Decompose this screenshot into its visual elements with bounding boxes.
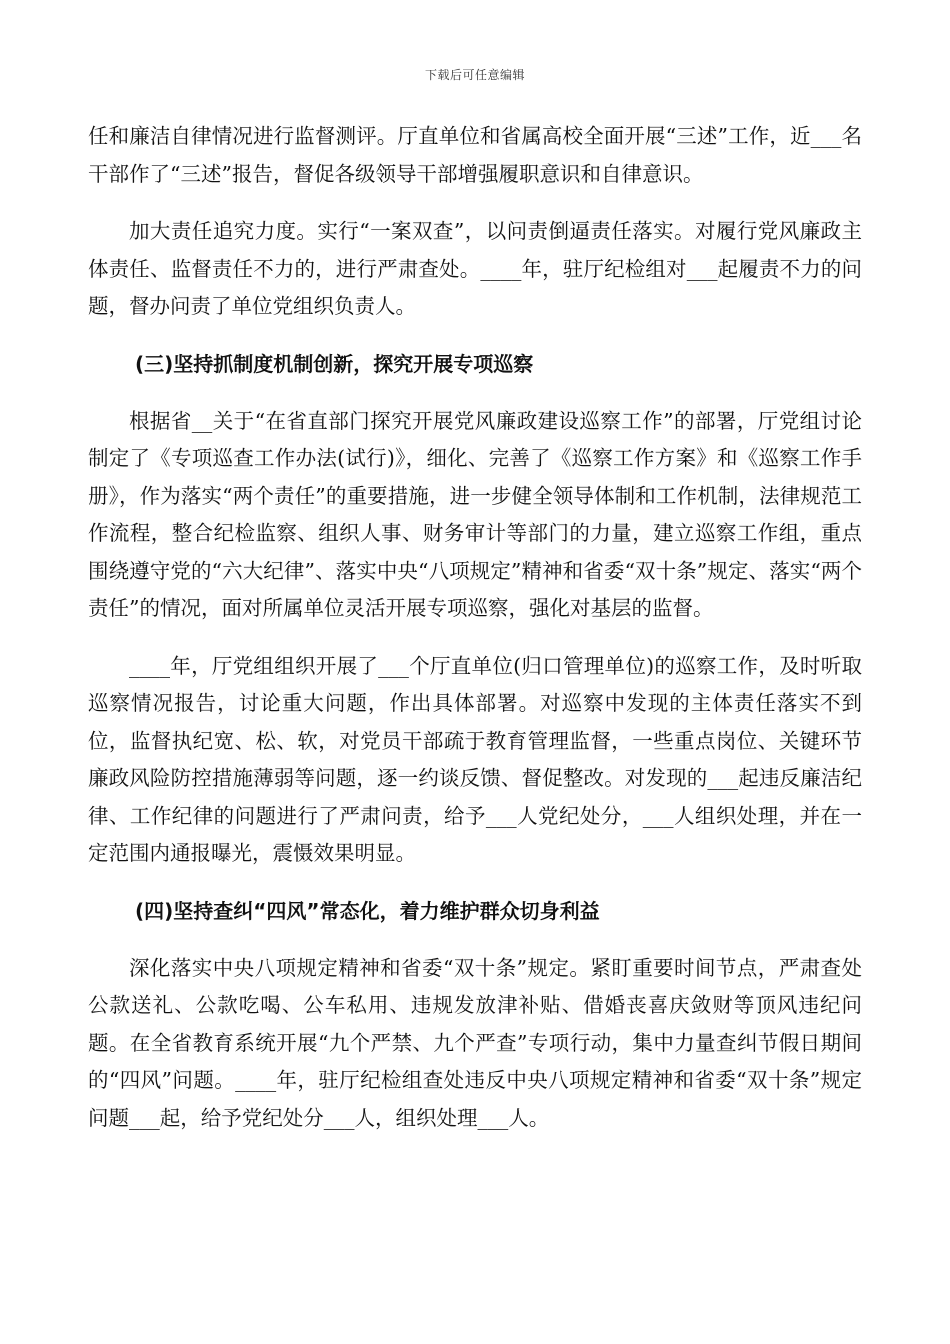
paragraph-inspection-work: ____年，厅党组组织开展了___个厅直单位(归口管理单位)的巡察工作，及时听取巡察情况报告，讨论重大问题，作出具体部署。对巡察中发现的主体责任落实不到位，监督执纪宽、松、软，对党员干部疏于教育管理监督，一些重点岗位、关键环节廉政风险防控措施薄弱等问题，逐一约谈反馈、督促整改。对发现的___起违反廉洁纪律、工作纪律的问题进行了严肃问责，给予___人党纪处分，___人组织处理，并在一定范围内通报曝光，震慑效果明显。: [88, 653, 862, 865]
document-body: [88, 118, 862, 1137]
section-heading-4: (四)坚持查纠“四风”常态化，着力维护群众切身利益: [135, 898, 600, 923]
paragraph-four-styles: 深化落实中央八项规定精神和省委“双十条”规定。紧盯重要时间节点，严肃查处公款送礼、公款吃喝、公车私用、违规发放津补贴、借婚丧喜庆敛财等顶风违纪问题。在全省教育系统开展“九个严禁、九个严查”专项行动，集中力量查纠节假日期间的“四风”问题。____年，驻厅纪检组查处违反中央八项规定精神和省委“双十条”规定问题___起，给予党纪处分___人，组织处理___人。: [88, 955, 862, 1130]
paragraph-inspection-system: 根据省__关于“在省直部门探究开展党风廉政建设巡察工作”的部署，厅党组讨论制定了《专项巡查工作办法(试行)》，细化、完善了《巡察工作方案》和《巡察工作手册》，作为落实“两个责任”的重要措施，进一步健全领导体制和工作机制，法律规范工作流程，整合纪检监察、组织人事、财务审计等部门的力量，建立巡察工作组，重点围绕遵守党的“六大纪律”、落实中央“八项规定”精神和省委“双十条”规定、落实“两个责任”的情况，面对所属单位灵活开展专项巡察，强化对基层的监督。: [88, 408, 862, 620]
paragraph-continued: 任和廉洁自律情况进行监督测评。厅直单位和省属高校全面开展“三述”工作，近___名干部作了“三述”报告，督促各级领导干部增强履职意识和自律意识。: [88, 124, 862, 186]
paragraph-accountability: 加大责任追究力度。实行“一案双查”，以问责倒逼责任落实。对履行党风廉政主体责任、监督责任不力的，进行严肃查处。____年，驻厅纪检组对___起履责不力的问题，督办问责了单位党组织负责人。: [88, 219, 862, 318]
section-heading-3: (三)坚持抓制度机制创新，探究开展专项巡察: [135, 351, 534, 376]
page-header-note: 下载后可任意编辑: [424, 68, 525, 82]
